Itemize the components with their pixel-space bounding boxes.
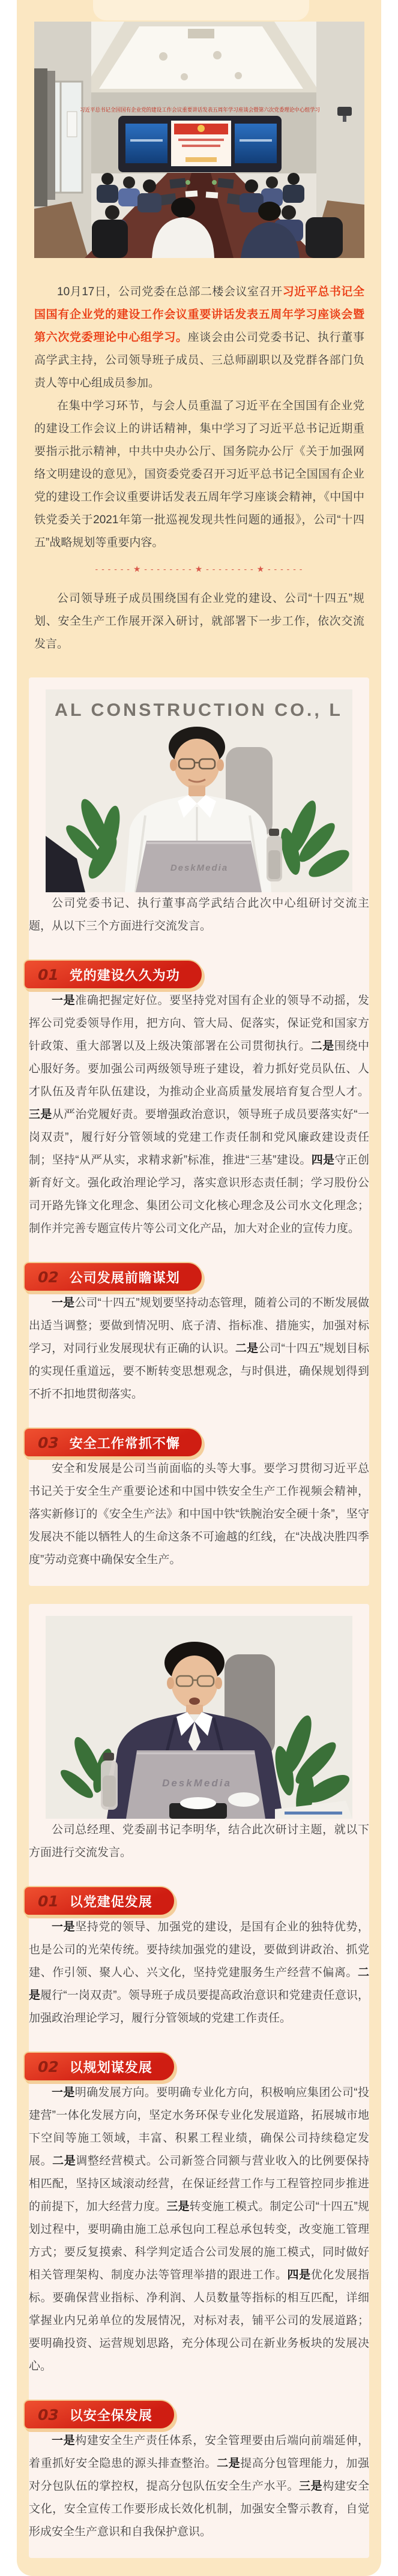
intro-block — [34, 281, 364, 554]
intro-paragraph-3: 公司领导班子成员围绕国有企业党的建设、公司“十四五”规划、安全生产工作展开深入研讨，就部署下一步工作，依次交流发言。 — [34, 592, 364, 650]
section-badge-1-1 — [23, 959, 203, 989]
section-number: 01 — [38, 965, 59, 983]
section-body-1-1: 一是准确把握定好位。要坚持党对国有企业的领导不动摇，发挥公司党委领导作用，把方向、管大局、促落实，保证党和国家方针政策、重大部署以及上级决策部署在公司贯彻执行。二是围绕中心服好务。要加强公司两级领导班子建设，着力抓好党员队伍、人才队伍及青年队伍建设，为推动企业高质量发展培育复合型人才。三是从严治党履好责。要增强政治意识，领导班子成员要落实好“一岗双责”，履行好分管领域的党建工作责任制和党风廉政建设责任制；坚持“从严从实，求精求新”标准，推进“三基”建设。四是守正创新育好文。强化政治理论学习，落实意识形态责任制；学习股份公司开路先锋文化理念、集团公司文化核心理念及公司水文化理念；制作并完善专题宣传片等公司文化产品，加大对企业的宣传力度。 — [29, 994, 369, 1235]
section-badge-1-2 — [23, 1262, 203, 1292]
section-title: 公司发展前瞻谋划 — [69, 1270, 180, 1285]
laptop-brand-text: DeskMedia — [162, 1777, 232, 1789]
speaker1-caption: 公司党委书记、执行董事高学武结合此次中心组研讨交流主题，从以下三个方面进行交流发言。 — [29, 897, 369, 932]
intro-paragraph-2: 在集中学习环节，与会人员重温了习近平在全国国有企业党的建设工作会议上的讲话精神，集中学习了习近平总书记近期重要指示批示精神，中共中央办公厅、国务院办公厅《关于加强网络文明建设的意见》，国资委党委召开习近平总书记全国国有企业党的建设工作会议重要讲话发表五周年学习座谈会精神，《中国中铁党委关于2021年第一批巡视发现共性问题的通报》，公司“十四五”战略规划等重要内容。 — [34, 400, 364, 549]
top-decoration — [93, 0, 309, 20]
speaker1-panel — [29, 677, 369, 1586]
meeting-room-photo — [34, 22, 364, 258]
speaker2-caption: 公司总经理、党委副书记李明华，结合此次研讨主题，就以下方面进行交流发言。 — [29, 1824, 369, 1859]
section-number: 03 — [38, 2406, 59, 2424]
speaker2-panel — [29, 1604, 369, 2558]
section-title: 党的建设久久为功 — [69, 967, 180, 983]
section-body-1-3: 安全和发展是公司当前面临的头等大事。要学习贯彻习近平总书记关于安全生产重要论述和中国中铁安全生产工作视频会精神，落实新修订的《安全生产法》和中国中铁“铁腕治安全硬十条”，坚守发展决不能以牺牲人的生命这条不可逾越的红线，在“决战决胜四季度”劳动竞赛中确保安全生产。 — [29, 1462, 369, 1566]
section-number: 02 — [38, 1268, 59, 1286]
section-badge-2-2 — [23, 2052, 175, 2082]
section-body-2-2: 一是明确发展方向。要明确专业化方向，积极响应集团公司“投建营”一体化发展方向，坚定水务环保专业化发展道路，拓展城市地下空间等施工领域，丰富、积累工程业绩，确保公司持续稳定发展。二是调整经营模式。公司新签合同额与营业收入的比例要保持相匹配，坚持区域滚动经营，在保证经营工作与工程管控同步推进的前提下，加大经营力度。三是转变施工模式。制定公司“十四五”规划过程中，要明确由施工总承包向工程总承包转变，改变施工管理方式；要反复摸索、科学判定适合公司发展的施工模式，同时做好相关管理架构、制度办法等管理举措的跟进工作。四是优化发展指标。要确保营业指标、净利润、人员数量等指标的相互匹配，详细掌握业内兄弟单位的发展情况，对标对表，铺平公司的发展道路；要明确投资、运营规划思路，充分体现公司在新业务板块的发展决心。 — [29, 2086, 369, 2373]
banner-text: 习近平总书记全国国有企业党的建设工作会议重要讲话发表五周年学习座谈会暨第六次党委理论中心组学习 — [79, 107, 334, 113]
article-column — [17, 0, 381, 2576]
section-title: 以党建促发展 — [69, 1894, 152, 1909]
speaker1-photo — [46, 689, 352, 892]
section-number: 02 — [38, 2058, 59, 2076]
intro-paragraph-1: 10月17日，公司党委在总部二楼会议室召开习近平总书记全国国有企业党的建设工作会议重要讲话发表五周年学习座谈会暨第六次党委理论中心组学习。座谈会由公司党委书记、执行董事高学武主持，公司领导班子成员、三总师副职以及党群各部门负责人等中心组成员参加。 — [34, 286, 364, 389]
section-title: 安全工作常抓不懈 — [69, 1435, 180, 1451]
section-number: 01 — [38, 1892, 59, 1910]
section-badge-2-1 — [23, 1886, 175, 1916]
section-badge-1-3 — [23, 1428, 203, 1458]
wall-sign-text: AL CONSTRUCTION CO., L — [55, 700, 343, 720]
section-body-2-3: 一是构建安全生产责任体系，安全管理要由后端向前端延伸，着重抓好安全隐患的源头排查整治。二是提高分包管理能力，加强对分包队伍的掌控权，提高分包队伍安全生产水平。三是构建安全文化，安全宣传工作要形成长效化机制，加强安全警示教育，自觉形成安全生产意识和自我保护意识。 — [29, 2434, 369, 2538]
speaker2-photo — [46, 1616, 352, 1819]
speaker1-illustration — [46, 689, 352, 892]
meeting-room-illustration — [34, 22, 364, 258]
star-divider: - - - - - - ★ - - - - - - - - ★ - - - - - - - - ★ - - - - - - — [95, 564, 303, 574]
section-number: 03 — [38, 1434, 59, 1452]
speaker2-illustration — [46, 1616, 352, 1819]
section-badge-2-3 — [23, 2400, 175, 2430]
intro-block-2 — [34, 587, 364, 656]
section-body-2-1: 一是坚持党的领导、加强党的建设，是国有企业的独特优势，也是公司的光荣传统。要持续加强党的建设，要做到讲政治、抓党建、作引领、聚人心、兴文化，坚持党建服务生产经营不偏离。二是履行“一岗双责”。领导班子成员要提高政治意识和党建责任意识，加强政治理论学习，履行分管领域的党建工作责任。 — [29, 1921, 369, 2025]
section-title: 以规划谋发展 — [69, 2059, 152, 2075]
section-title: 以安全保发展 — [69, 2407, 152, 2423]
laptop-brand-text: DeskMedia — [170, 863, 229, 873]
section-body-1-2: 一是公司“十四五”规划要坚持动态管理，随着公司的不断发展做出适当调整；要做到情况明、底子清、指标准、措施实，加强对标学习，对同行业发展现状有正确的认识。二是公司“十四五”规划目标的实现任重道远，要不断转变思想观念，与时俱进，确保规划得到不折不扣地贯彻落实。 — [29, 1297, 369, 1401]
